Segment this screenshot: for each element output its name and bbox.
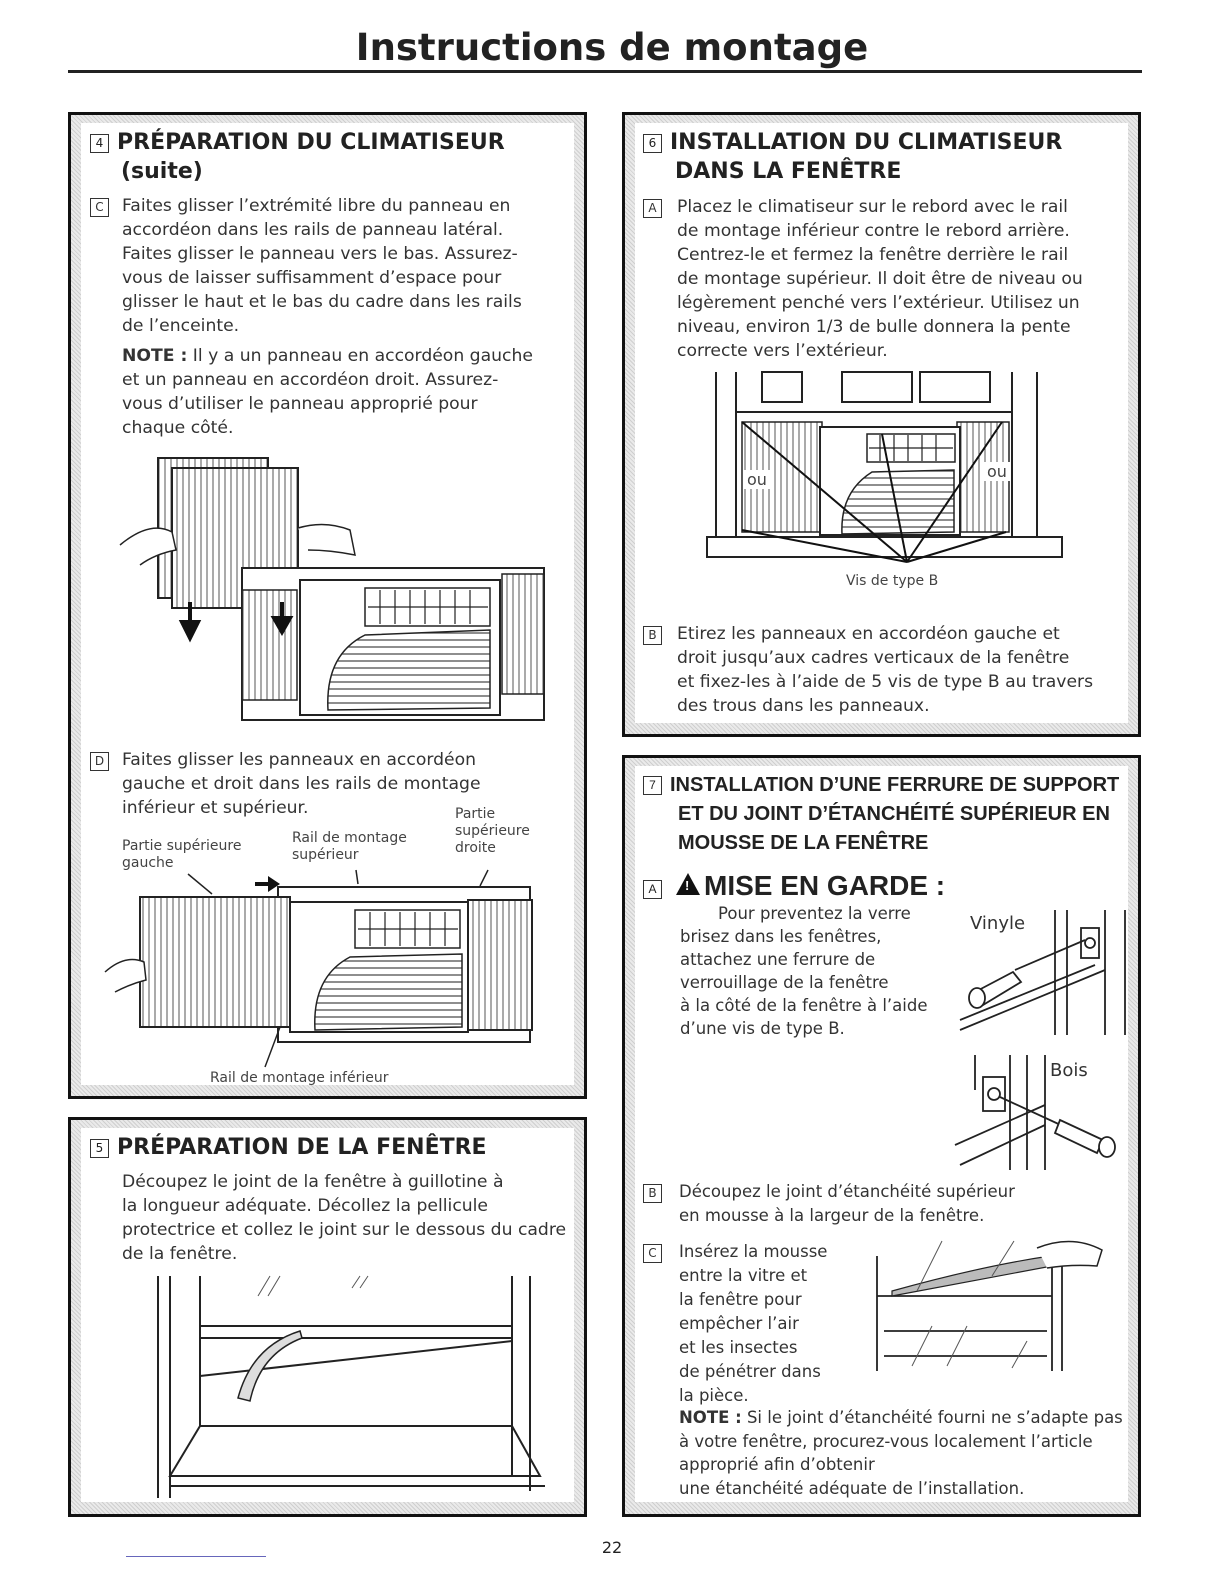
footer-rule (126, 1556, 266, 1557)
page-number: 22 (601, 1538, 623, 1557)
section-6-heading: 6 INSTALLATION DU CLIMATISEUR (643, 128, 1062, 157)
section-7-note: NOTE : Si le joint d’étanchéité fourni ne s’adapte pas à votre fenêtre, procurez-vous localement l’article approprié afin d’obtenir une étanchéité adéquate de l’installation. (679, 1408, 1123, 1498)
warning-heading: A ! MISE EN GARDE : (643, 870, 945, 902)
title-divider (68, 70, 1142, 73)
label-ou-right: ou (984, 462, 1010, 481)
step-6a-text: Placez le climatiseur sur le rebord avec le rail de montage inférieur contre le rebord arrière. Centrez-le et fermez la fenêtre derrière le rail de montage supérieur. Il doit être de niveau ou légèrement penché vers l’extérieur. Utilisez un niveau, environ 1/3 de bulle donnera la pente correcte vers l’extérieur. (677, 197, 1083, 361)
section-7-number: 7 (643, 776, 662, 795)
label-wood: Bois (1050, 1060, 1088, 1081)
illustration-vinyl-bracket (955, 910, 1135, 1040)
step-7c-text: Insérez la mousse entre la vitre et la fenêtre pour empêcher l’air et les insectes de pénétrer dans la pièce. (679, 1242, 828, 1405)
section-7-heading: 7 INSTALLATION D’UNE FERRURE DE SUPPORT ET DU JOINT D’ÉTANCHÉITÉ SUPÉRIEUR EN MOUSSE DE LA FENÊTRE (643, 771, 1119, 858)
section-4-heading-cont: (suite) (121, 159, 203, 184)
step-4c-text: Faites glisser l’extrémité libre du panneau en accordéon dans les rails de panneau latéral. Faites glisser le panneau vers le bas. Assurez- vous de laisser suffisamment d’espace pour glisser le haut et le bas du cadre dans les rails de l’enceinte. (122, 196, 522, 336)
step-4c-marker: C (90, 196, 117, 220)
section-4-note: NOTE : Il y a un panneau en accordéon gauche et un panneau en accordéon droit. Assurez- vous d’utiliser le panneau approprié pour chaque côté. (122, 346, 533, 438)
section-6-heading-cont: DANS LA FENÊTRE (675, 159, 902, 184)
illustration-panel-insert (110, 450, 560, 725)
step-6a-marker: A (643, 197, 670, 221)
label-upper-rail: Rail de montage supérieur (292, 830, 407, 863)
step-6b-marker: B (643, 624, 670, 648)
step-7b-marker: B (643, 1182, 670, 1206)
illustration-wood-bracket (955, 1055, 1135, 1170)
label-type-b-screws: Vis de type B (846, 573, 939, 589)
label-vinyl: Vinyle (970, 913, 1026, 934)
warning-triangle-icon: ! (676, 873, 700, 895)
step-4d-text: Faites glisser les panneaux en accordéon gauche et droit dans les rails de montage inférieur et supérieur. (122, 750, 481, 818)
step-4d-marker: D (90, 750, 117, 774)
section-4-number: 4 (90, 134, 109, 153)
page-title: Instructions de montage (355, 26, 869, 69)
step-7b-text: Découpez le joint d’étanchéité supérieur en mousse à la largeur de la fenêtre. (679, 1182, 1015, 1225)
label-right-top-part: Partie supérieure droite (455, 806, 530, 856)
section-5-number: 5 (90, 1139, 109, 1158)
step-7c-marker: C (643, 1242, 670, 1266)
illustration-window-seal (140, 1276, 560, 1498)
section-5-heading: 5 PRÉPARATION DE LA FENÊTRE (90, 1133, 487, 1162)
section-5-text: Découpez le joint de la fenêtre à guillotine à la longueur adéquate. Décollez la pellicule protectrice et collez le joint sur le dessous du cadre de la fenêtre. (122, 1172, 567, 1264)
label-left-top-part: Partie supérieure gauche (122, 838, 242, 871)
illustration-panels-on-rails (100, 862, 560, 1062)
section-6-number: 6 (643, 134, 662, 153)
label-lower-rail: Rail de montage inférieur (210, 1070, 389, 1086)
label-ou-left: ou (744, 470, 770, 489)
warning-text: Pour preventez la verre brisez dans les fenêtres, attachez une ferrure de verrouillage de la fenêtre à la côté de la fenêtre à l’aide d’une vis de type B. (680, 904, 928, 1038)
illustration-foam-insert (872, 1236, 1134, 1376)
section-4-heading: 4 PRÉPARATION DU CLIMATISEUR (90, 128, 505, 157)
step-6b-text: Etirez les panneaux en accordéon gauche et droit jusqu’aux cadres verticaux de la fenêtre et fixez-les à l’aide de 5 vis de type B au travers des trous dans les panneaux. (677, 624, 1094, 716)
